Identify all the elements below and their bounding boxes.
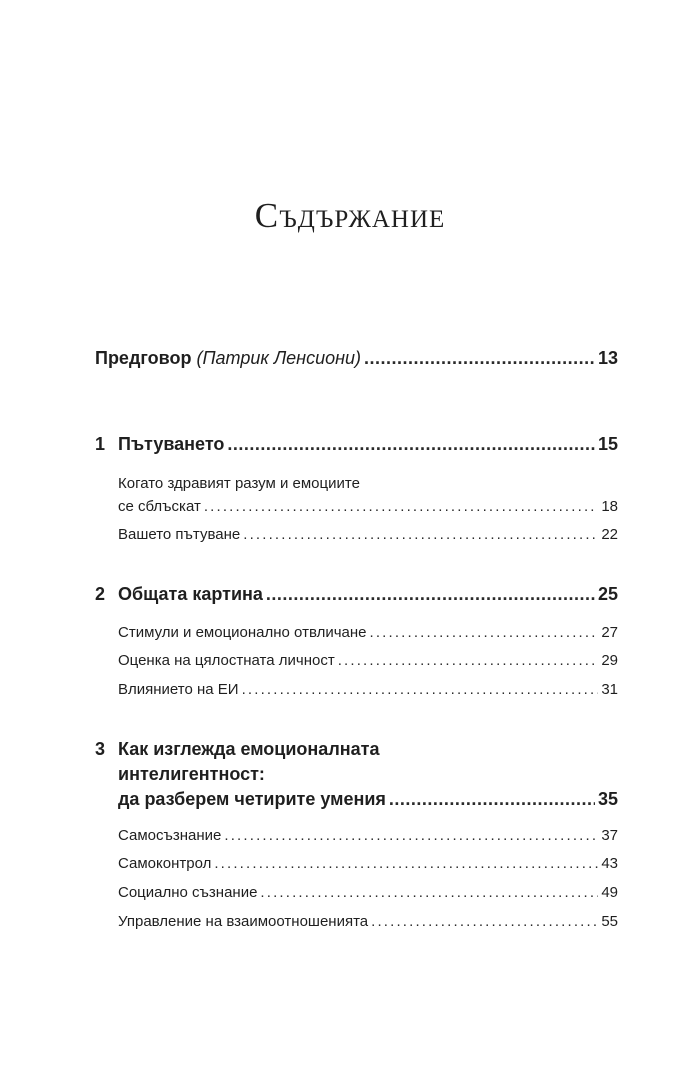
toc-entry-section[interactable] [0,884,700,901]
leader-dots [260,884,598,901]
chapter-number: 3 [95,739,106,759]
section-title: Стимули и емоционално отвличане [118,624,367,641]
section-title: Влиянието на ЕИ [118,681,239,698]
section-title: Самосъзнание [118,827,222,844]
leader-dots [227,434,595,455]
chapter-page: 15 [597,434,618,454]
leader-dots [204,498,598,515]
leader-dots [364,348,595,369]
section-title: Самоконтрол [118,855,212,872]
chapter-title: Пътуването [118,434,225,454]
chapter-page: 25 [597,584,618,604]
section-title: Оценка на цялостната личност [118,652,335,669]
chapter-title: Общата картина [118,584,263,604]
leader-dots [338,652,599,669]
section-page: 29 [601,652,618,669]
section-page: 18 [601,498,618,515]
toc-entry-section[interactable] [0,913,700,930]
leader-dots [266,584,595,605]
leader-dots [224,827,598,844]
section-page: 55 [601,913,618,930]
section-title-line1: Когато здравият разум и емоциите [118,475,360,492]
leader-dots [242,681,599,698]
chapter-title-line2: интелигентност: [118,764,265,784]
toc-entry-foreword[interactable] [0,348,700,369]
chapter-number: 2 [95,584,106,604]
section-title: Вашето пътуване [118,526,241,543]
chapter-page: 35 [597,789,618,809]
foreword-author: Патрик Ленсиони [202,348,356,368]
section-page: 49 [601,884,618,901]
foreword-author-wrap: (Патрик Ленсиони) [196,348,362,368]
toc-entry-section[interactable] [0,681,700,698]
toc-entry-section[interactable] [0,827,700,844]
section-page: 37 [601,827,618,844]
page-title: Съдържание [254,196,446,235]
toc-entry-chapter-3[interactable] [0,789,700,810]
chapter-title: да разберем четирите умения [118,789,386,809]
foreword-label: Предговор [95,348,192,368]
leader-dots [389,789,595,810]
chapter-number: 1 [95,434,106,454]
leader-dots [243,526,598,543]
section-title: се сблъскат [118,498,201,515]
toc-entry-section[interactable] [0,526,700,543]
leader-dots [371,913,598,930]
toc-entry-chapter-1[interactable] [0,434,700,455]
toc-entry-section[interactable] [0,624,700,641]
foreword-page: 13 [597,348,618,368]
section-title: Управление на взаимоотношенията [118,913,369,930]
section-page: 27 [601,624,618,641]
section-page: 22 [601,526,618,543]
leader-dots [369,624,598,641]
section-page: 43 [601,855,618,872]
section-page: 31 [601,681,618,698]
leader-dots [214,855,598,872]
chapter-title-line1: Как изглежда емоционалната [118,739,380,759]
toc-entry-chapter-2[interactable] [0,584,700,605]
toc-entry-section[interactable] [0,498,700,515]
toc-entry-section[interactable] [0,855,700,872]
toc-entry-section[interactable] [0,652,700,669]
section-title: Социално съзнание [118,884,258,901]
